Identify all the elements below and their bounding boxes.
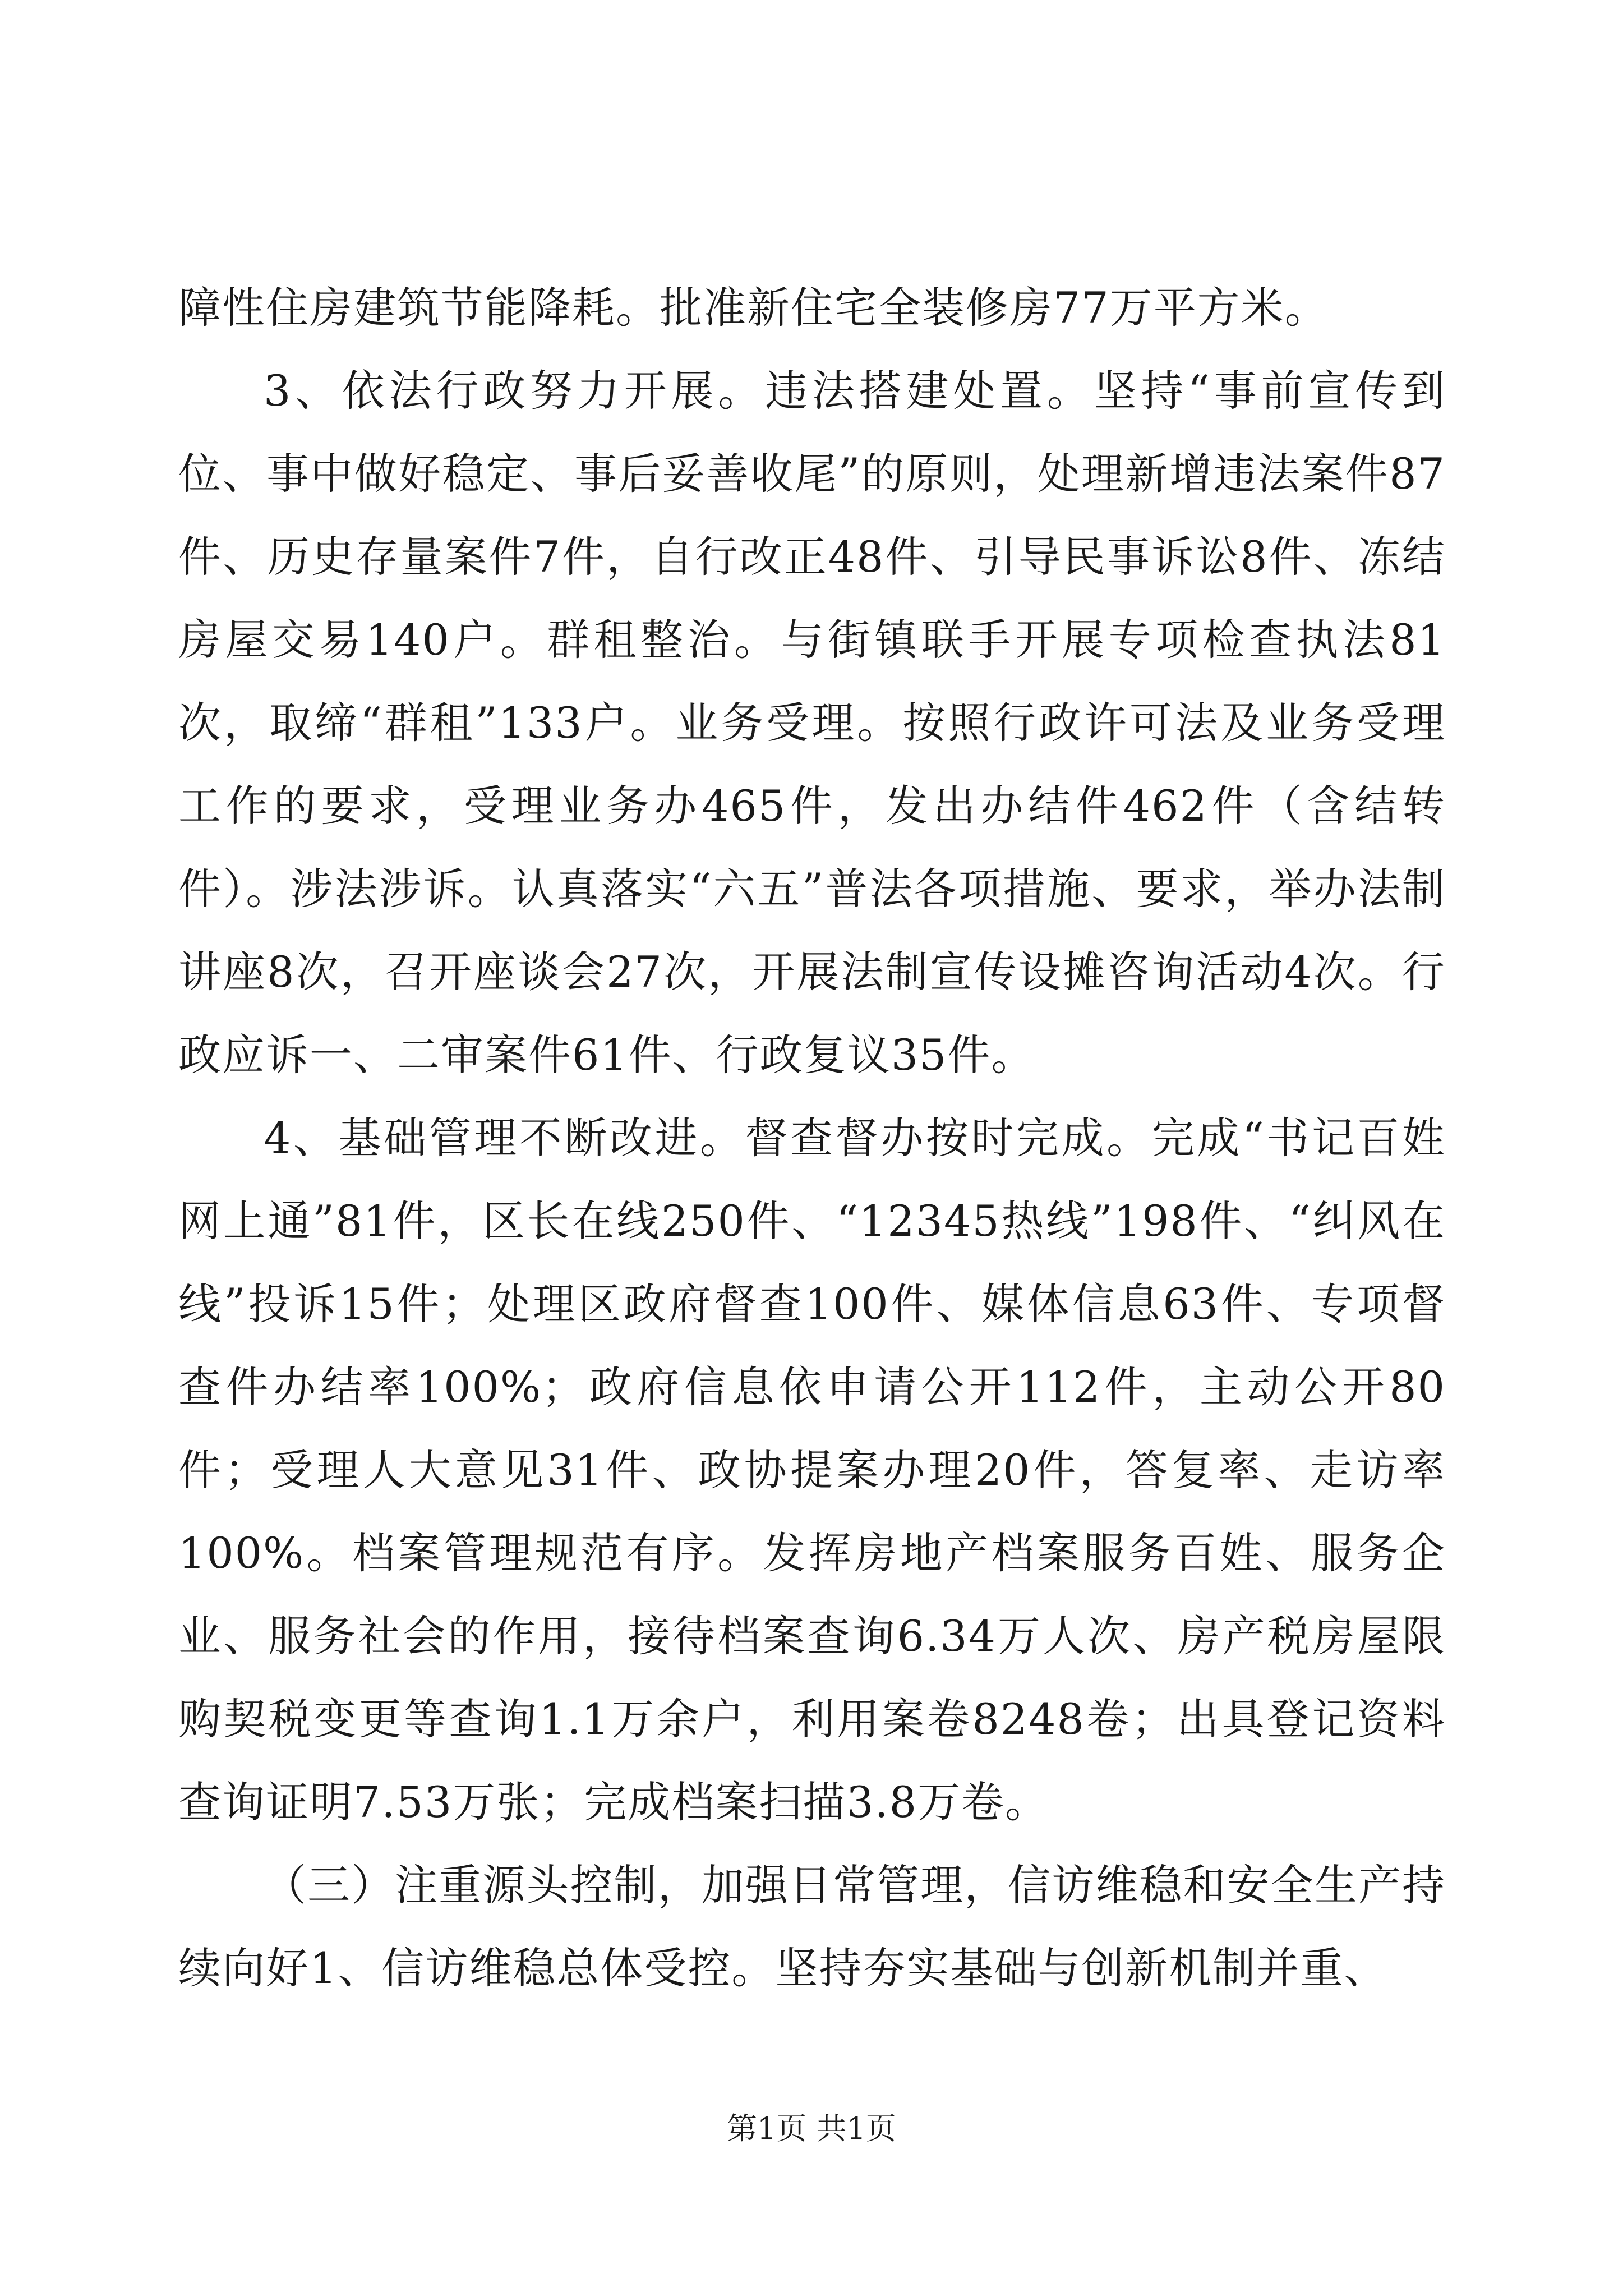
paragraph-legal-administration: 3、依法行政努力开展。违法搭建处置。坚持“事前宣传到位、事中做好稳定、事后妥善收尾”的原则，处理新增违法案件87件、历史存量案件7件，自行改正48件、引导民事诉讼8件、冻结房屋交易140户。群租整治。与街镇联手开展专项检查执法81次，取缔“群租”133户。业务受理。按照行政许可法及业务受理工作的要求，受理业务办465件，发出办结件462件（含结转件）。涉法涉诉。认真落实“六五”普法各项措施、要求，举办法制讲座8次，召开座谈会27次，开展法制宣传设摊咨询活动4次。行政应诉一、二审案件61件、行政复议35件。 — [178, 366, 1446, 1080]
document-body — [178, 266, 1446, 2010]
paragraph-petition-stability: （三）注重源头控制，加强日常管理，信访维稳和安全生产持续向好1、信访维稳总体受控。坚持夯实基础与创新机制并重、 — [178, 1860, 1446, 1993]
paragraph-basic-management: 4、基础管理不断改进。督查督办按时完成。完成“书记百姓网上通”81件，区长在线250件、“12345热线”198件、“纠风在线”投诉15件；处理区政府督查100件、媒体信息63件、专项督查件办结率100%；政府信息依申请公开112件，主动公开80件；受理人大意见31件、政协提案办理20件，答复率、走访率100%。档案管理规范有序。发挥房地产档案服务百姓、服务企业、服务社会的作用，接待档案查询6.34万人次、房产税房屋限购契税变更等查询1.1万余户，利用案卷8248卷；出具登记资料查询证明7.53万张；完成档案扫描3.8万卷。 — [178, 1113, 1446, 1827]
page-footer: 第1页 共1页 — [727, 2111, 896, 2146]
paragraph-continuation: 障性住房建筑节能降耗。批准新住宅全装修房77万平方米。 — [178, 283, 1329, 333]
